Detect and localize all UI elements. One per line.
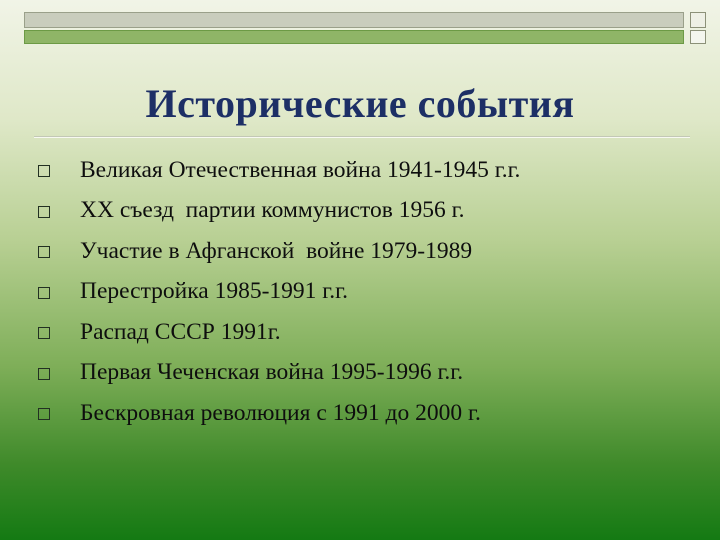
list-item-text: Великая Отечественная война 1941-1945 г.г. [80, 156, 521, 183]
list-item [38, 272, 698, 313]
hollow-square-bullet-icon [38, 368, 50, 380]
list-item [38, 312, 698, 353]
title-divider [34, 136, 690, 138]
decorative-top-bar [24, 12, 684, 28]
bullet-list [38, 150, 698, 434]
list-item [38, 191, 698, 232]
hollow-square-bullet-icon [38, 287, 50, 299]
decorative-square-bottom [690, 30, 706, 44]
list-item-text: Бескровная революция с 1991 до 2000 г. [80, 399, 481, 426]
decorative-square-top [690, 12, 706, 28]
hollow-square-bullet-icon [38, 327, 50, 339]
hollow-square-bullet-icon [38, 206, 50, 218]
list-item [38, 393, 698, 434]
list-item-text: Первая Чеченская война 1995-1996 г.г. [80, 359, 464, 386]
slide-title: Исторические события [145, 81, 575, 126]
list-item-text: Распад СССР 1991г. [80, 318, 281, 345]
list-item-text: XX съезд партии коммунистов 1956 г. [80, 197, 465, 224]
list-item [38, 150, 698, 191]
hollow-square-bullet-icon [38, 246, 50, 258]
list-item-text: Перестройка 1985-1991 г.г. [80, 278, 349, 305]
hollow-square-bullet-icon [38, 408, 50, 420]
list-item [38, 353, 698, 394]
list-item-text: Участие в Афганской войне 1979-1989 [80, 237, 473, 264]
decorative-accent-bar [24, 30, 684, 44]
hollow-square-bullet-icon [38, 165, 50, 177]
list-item [38, 231, 698, 272]
